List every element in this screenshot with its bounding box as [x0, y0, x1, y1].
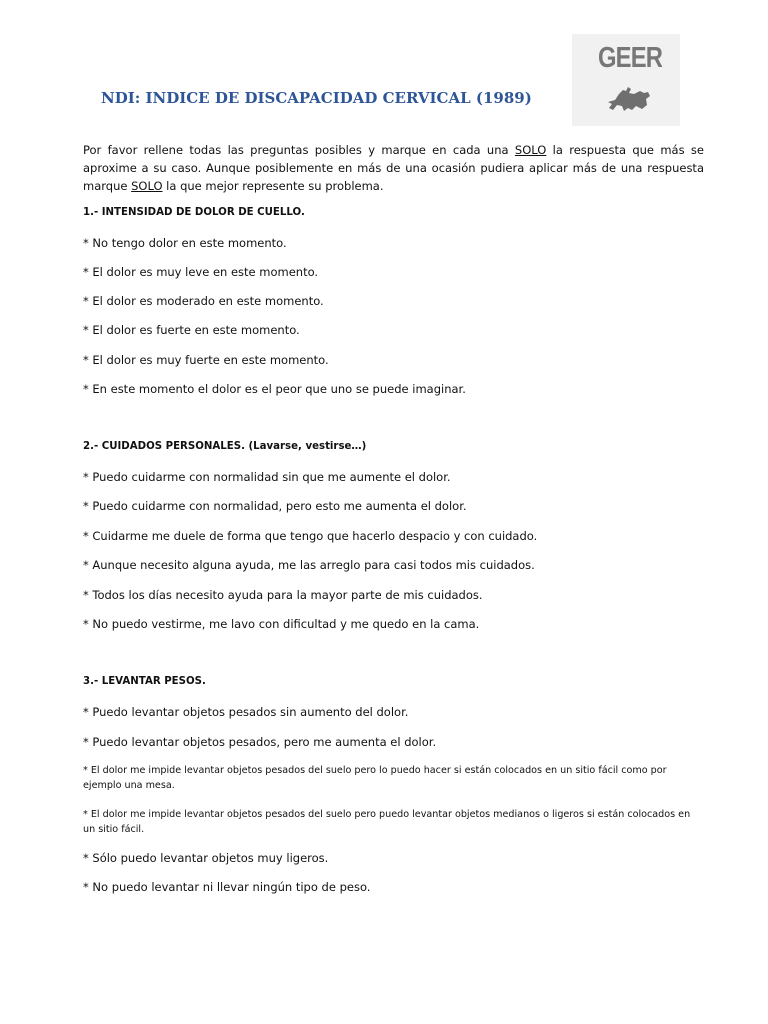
section-2-heading: 2.- CUIDADOS PERSONALES. (Lavarse, vestirse…) [83, 441, 367, 452]
section-2-option-1[interactable]: * Puedo cuidarme con normalidad sin que me aumente el dolor. [83, 470, 451, 484]
intro-underline-2: SOLO [131, 179, 163, 193]
section-2-option-5[interactable]: * Todos los días necesito ayuda para la mayor parte de mis cuidados. [83, 588, 483, 602]
section-3-heading: 3.- LEVANTAR PESOS. [83, 676, 206, 687]
section-2-option-3[interactable]: * Cuidarme me duele de forma que tengo que hacerlo despacio y con cuidado. [83, 529, 538, 543]
figure-lifting-icon [606, 84, 652, 114]
section-1-option-4[interactable]: * El dolor es fuerte en este momento. [83, 323, 300, 337]
section-1-option-6[interactable]: * En este momento el dolor es el peor que uno se puede imaginar. [83, 382, 466, 396]
intro-text-1: Por favor rellene todas las preguntas posibles y marque en cada una [83, 143, 515, 157]
section-3-option-2[interactable]: * Puedo levantar objetos pesados, pero me aumenta el dolor. [83, 735, 437, 749]
section-2-option-6[interactable]: * No puedo vestirme, me lavo con dificultad y me quedo en la cama. [83, 617, 480, 631]
section-3-option-5[interactable]: * Sólo puedo levantar objetos muy ligeros. [83, 851, 329, 865]
logo-text: GEER [598, 42, 663, 74]
intro-text-2: la respuesta que más se aproxime a su caso. Aunque posiblemente en más de una ocasión pudiera aplicar más de una respuesta marque [83, 143, 705, 193]
section-1-option-5[interactable]: * El dolor es muy fuerte en este momento. [83, 353, 329, 367]
intro-paragraph [83, 141, 704, 195]
section-3-option-3[interactable]: * El dolor me impide levantar objetos pesados del suelo pero lo puedo hacer si están colocados en un sitio fácil como por ejemplo una mesa. [83, 765, 667, 791]
section-2-option-2[interactable]: * Puedo cuidarme con normalidad, pero esto me aumenta el dolor. [83, 499, 467, 513]
section-1-option-1[interactable]: * No tengo dolor en este momento. [83, 236, 287, 250]
section-3-option-4[interactable]: * El dolor me impide levantar objetos pesados del suelo pero puedo levantar objetos medianos o ligeros si están colocados en un sitio fácil. [83, 809, 691, 835]
intro-underline-1: SOLO [514, 143, 547, 157]
geer-logo [572, 34, 680, 126]
intro-text-3: la que mejor represente su problema. [162, 179, 384, 193]
section-3-option-1[interactable]: * Puedo levantar objetos pesados sin aumento del dolor. [83, 705, 409, 719]
section-1-option-3[interactable]: * El dolor es moderado en este momento. [83, 294, 324, 308]
section-3-option-6[interactable]: * No puedo levantar ni llevar ningún tipo de peso. [83, 880, 371, 894]
section-2-option-4[interactable]: * Aunque necesito alguna ayuda, me las arreglo para casi todos mis cuidados. [83, 558, 535, 572]
section-1-heading: 1.- INTENSIDAD DE DOLOR DE CUELLO. [83, 207, 305, 218]
page-title: NDI: INDICE DE DISCAPACIDAD CERVICAL (1989) [101, 89, 532, 107]
section-1-option-2[interactable]: * El dolor es muy leve en este momento. [83, 265, 319, 279]
